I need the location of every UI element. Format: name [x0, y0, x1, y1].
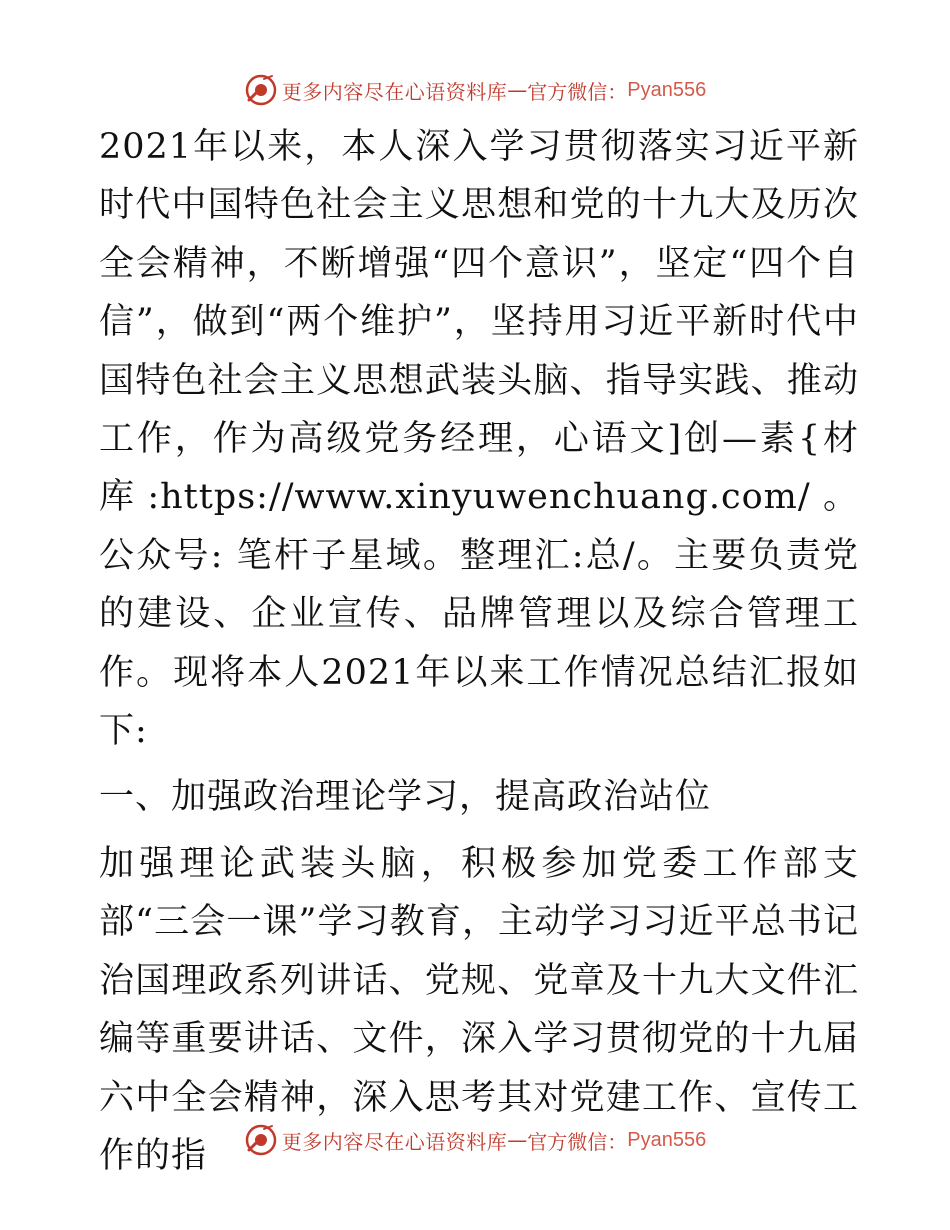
header-watermark-banner [0, 70, 950, 110]
brand-logo-icon [244, 73, 278, 107]
banner-separator: — [507, 78, 528, 102]
document-body [99, 118, 859, 1185]
paragraph-study: 加强理论武装头脑，积极参加党委工作部支部“三会一课”学习教育，主动学习习近平总书记治国理政系列讲话、党规、党章及十九大文件汇编等重要讲话、文件，深入学习贯彻党的十九届六中全会精神，深入思考其对党建工作、宣传工作的指 [99, 843, 859, 1176]
footer-watermark-banner [0, 1120, 950, 1160]
section-heading: 一、加强政治理论学习，提高政治站位 [99, 777, 712, 818]
banner-separator: — [507, 1128, 528, 1152]
banner-main-text: 更多内容尽在心语资料库 [281, 1129, 508, 1154]
banner-wechat-handle: Pyan556 [627, 78, 707, 101]
banner-main-text: 更多内容尽在心语资料库 [281, 79, 508, 104]
banner-wechat-label: 官方微信： [527, 79, 628, 104]
brand-logo-icon [244, 1123, 278, 1157]
paragraph-intro: 2021年以来，本人深入学习贯彻落实习近平新时代中国特色社会主义思想和党的十九大及历次全会精神，不断增强“四个意识”，坚定“四个自信”，做到“两个维护”，坚持用习近平新时代中国特色社会主义思想武装头脑、指导实践、推动工作，作为高级党务经理，心语文]创—素{材库:https://www.xinyuwenchuang.com/。公众号: 笔杆子星域。整理汇:总/。主要负责党的建设、企业宣传、品牌管理以及综合管理工作。现将本人2021年以来工作情况总结汇报如下: [99, 127, 859, 752]
banner-wechat-handle: Pyan556 [627, 1128, 707, 1151]
banner-wechat-label: 官方微信： [527, 1129, 628, 1154]
